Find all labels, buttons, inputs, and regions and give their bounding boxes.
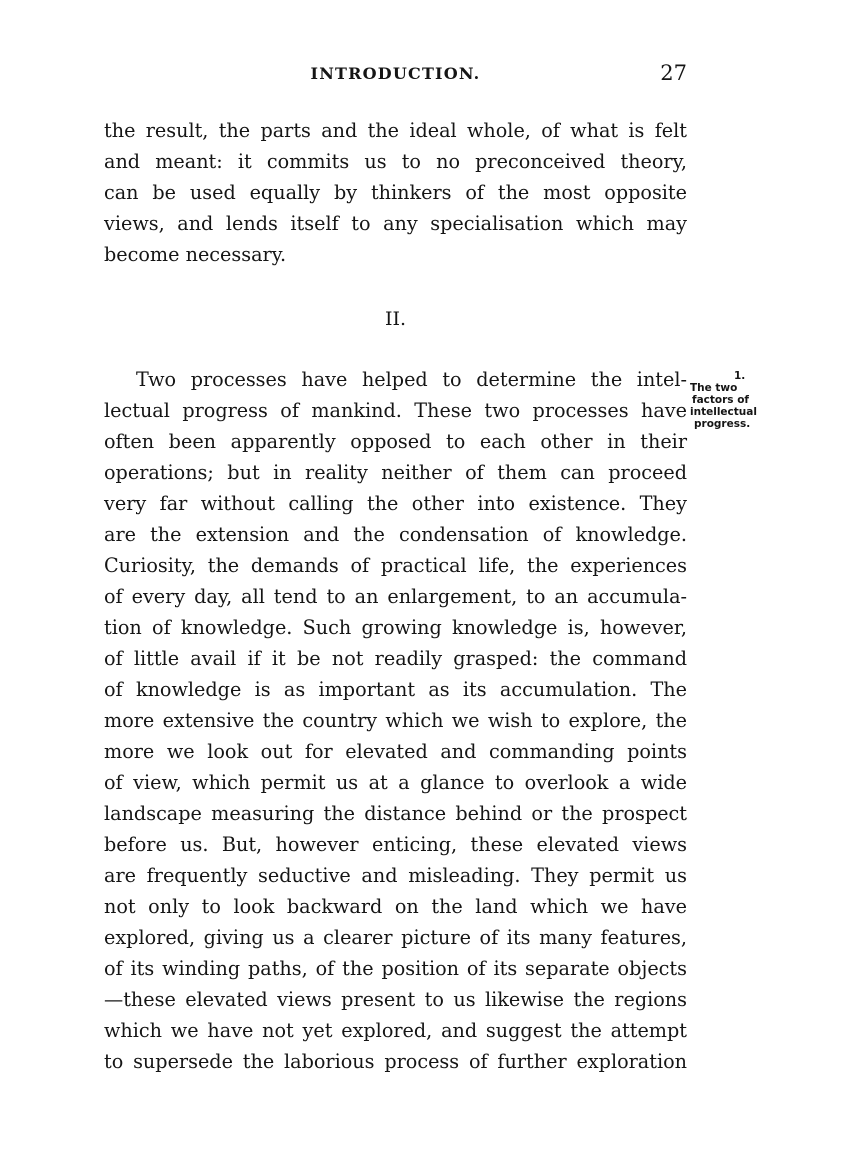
- margin-note-line: progress.: [694, 418, 751, 430]
- text-line: more extensive the country which we wish to explore, the: [104, 709, 687, 732]
- text-line: Two processes have helped to determine the intel-: [136, 368, 687, 391]
- text-line: of knowledge is as important as its accumulation. The: [104, 678, 687, 701]
- text-line: —these elevated views present to us likewise the regions: [104, 988, 687, 1011]
- text-line: of view, which permit us at a glance to overlook a wide: [104, 771, 687, 794]
- running-head-title: INTRODUCTION.: [310, 64, 481, 83]
- margin-note-number: 1.: [734, 370, 746, 382]
- text-line: more we look out for elevated and commanding points: [104, 740, 687, 763]
- text-line: are the extension and the condensation of knowledge.: [104, 523, 687, 546]
- text-line: explored, giving us a clearer picture of its many features,: [104, 926, 687, 949]
- text-line: lectual progress of mankind. These two processes have: [104, 399, 687, 422]
- text-line: of little avail if it be not readily grasped: the command: [104, 647, 687, 670]
- text-line: and meant: it commits us to no preconceived theory,: [104, 150, 687, 173]
- running-head: [104, 61, 687, 88]
- margin-note: [690, 370, 770, 430]
- paragraph-main: [104, 364, 687, 1077]
- text-line: views, and lends itself to any specialisation which may: [104, 212, 687, 235]
- text-line: very far without calling the other into existence. They: [104, 492, 687, 515]
- margin-note-line: The two: [690, 382, 738, 394]
- text-line: the result, the parts and the ideal whole, of what is felt: [104, 119, 687, 142]
- margin-note-line: factors of: [692, 394, 749, 406]
- text-line: become necessary.: [104, 243, 287, 266]
- paragraph-continued: [104, 115, 687, 270]
- text-line: to supersede the laborious process of further exploration: [104, 1050, 687, 1073]
- text-line: not only to look backward on the land which we have: [104, 895, 687, 918]
- text-line: are frequently seductive and misleading. They permit us: [104, 864, 687, 887]
- text-line: of every day, all tend to an enlargement, to an accumula-: [104, 585, 687, 608]
- text-line: Curiosity, the demands of practical life, the experiences: [104, 554, 687, 577]
- section-numeral: II.: [384, 308, 407, 330]
- text-line: often been apparently opposed to each other in their: [104, 430, 687, 453]
- text-line: landscape measuring the distance behind or the prospect: [104, 802, 687, 825]
- page-number: 27: [660, 61, 687, 85]
- text-line: can be used equally by thinkers of the most opposite: [104, 181, 687, 204]
- text-line: before us. But, however enticing, these elevated views: [104, 833, 687, 856]
- margin-note-line: intellectual: [690, 406, 757, 418]
- text-line: which we have not yet explored, and suggest the attempt: [104, 1019, 687, 1042]
- text-line: tion of knowledge. Such growing knowledge is, however,: [104, 616, 687, 639]
- text-line: of its winding paths, of the position of its separate objects: [104, 957, 687, 980]
- text-line: operations; but in reality neither of them can proceed: [104, 461, 687, 484]
